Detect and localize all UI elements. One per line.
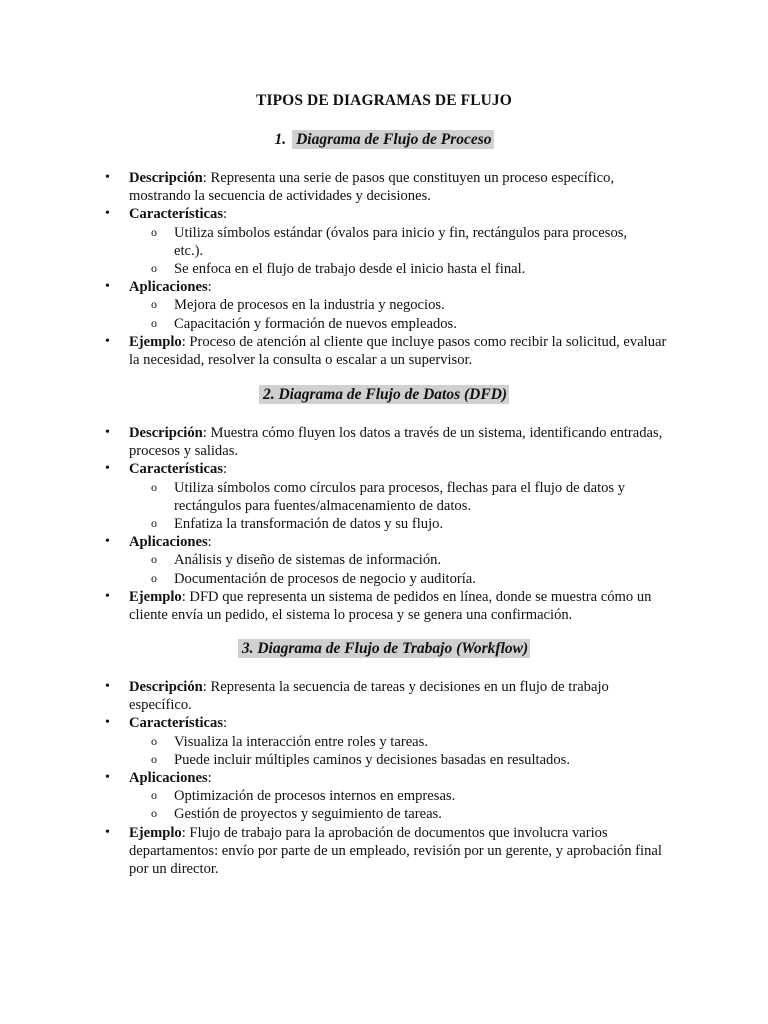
circle-bullet-icon: o [151,516,157,531]
sub-item-text: Utiliza símbolos como círculos para procesos, flechas para el flujo de datos y rectángulos para fuentes/almacenamiento de datos. [174,479,626,514]
text-ejemplo: : Proceso de atención al cliente que incluye pasos como recibir la solicitud, evaluar la necesidad, resolver la consulta o escalar a un supervisor. [129,333,667,369]
sub-list-item [0,296,768,314]
list-item-caracteristicas [0,460,768,478]
text-ejemplo: : DFD que representa un sistema de pedidos en línea, donde se muestra cómo un cliente envía un pedido, el sistema lo procesa y se genera una confirmación. [129,588,652,624]
colon: : [223,461,228,478]
label-descripcion: Descripción [129,425,203,441]
circle-bullet-icon: o [151,552,157,567]
sub-list-item [0,479,768,515]
label-ejemplo: Ejemplo [129,333,182,350]
label-aplicaciones: Aplicaciones [129,534,208,551]
section-heading-text: 3. Diagrama de Flujo de Trabajo (Workflow) [238,639,530,658]
bullet-icon: • [105,679,110,694]
label-aplicaciones: Aplicaciones [129,279,208,296]
list-item-ejemplo [0,588,768,624]
list-item-descripcion [0,424,768,460]
sub-list-item [0,733,768,751]
bullet-icon: • [105,206,110,222]
label-descripcion: Descripción [129,170,203,186]
list-item-descripcion [0,169,768,205]
circle-bullet-icon: o [151,261,157,276]
sub-item-text: Se enfoca en el flujo de trabajo desde el inicio hasta el final. [174,261,526,278]
list-item-ejemplo [0,824,768,879]
bullet-icon: • [105,170,110,185]
sub-list-item [0,787,768,805]
sub-item-text: Análisis y diseño de sistemas de información. [174,552,442,569]
sub-item-text: Documentación de procesos de negocio y auditoría. [174,570,476,587]
section-1-list [0,169,768,369]
label-descripcion: Descripción [129,679,203,695]
sub-item-text: Visualiza la interacción entre roles y tareas. [174,733,428,750]
list-item-caracteristicas [0,205,768,223]
document-title: TIPOS DE DIAGRAMAS DE FLUJO [256,92,512,109]
circle-bullet-icon: o [151,479,157,494]
sub-list-item [0,515,768,533]
section-heading-1 [0,130,768,150]
label-caracteristicas: Características [129,461,224,478]
bullet-icon: • [105,461,110,477]
list-item-caracteristicas [0,714,768,732]
circle-bullet-icon: o [151,297,157,312]
bullet-icon: • [105,333,110,349]
label-aplicaciones: Aplicaciones [129,770,208,787]
section-2-list [0,424,768,624]
label-caracteristicas: Características [129,206,224,223]
colon: : [207,534,212,551]
bullet-icon: • [105,715,110,731]
circle-bullet-icon: o [151,315,157,330]
list-item-ejemplo [0,333,768,369]
section-heading-3 [0,639,768,659]
bullet-icon: • [105,770,110,786]
sub-list-item [0,260,768,278]
circle-bullet-icon: o [151,570,157,585]
sub-list-item [0,315,768,333]
sub-item-text: Enfatiza la transformación de datos y su flujo. [174,516,444,533]
bullet-icon: • [105,588,110,604]
label-caracteristicas: Características [129,715,224,732]
sub-list-item [0,551,768,569]
circle-bullet-icon: o [151,733,157,748]
sub-item-text: Capacitación y formación de nuevos empleados. [174,315,457,332]
circle-bullet-icon: o [151,224,157,239]
circle-bullet-icon: o [151,806,157,821]
sub-item-text: Optimización de procesos internos en empresas. [174,788,456,805]
bullet-icon: • [105,824,110,840]
circle-bullet-icon: o [151,751,157,766]
bullet-icon: • [105,425,110,440]
sub-item-text: Puede incluir múltiples caminos y decisiones basadas en resultados. [174,751,570,768]
section-3-list [0,678,768,878]
section-number: 1. [274,131,287,148]
bullet-icon: • [105,279,110,295]
text-descripcion: : Representa una serie de pasos que constituyen un proceso específico, mostrando la secuencia de actividades y decisiones. [129,170,615,205]
text-descripcion: : Representa la secuencia de tareas y decisiones en un flujo de trabajo específico. [129,679,609,714]
colon: : [223,206,228,223]
colon: : [223,715,228,732]
section-heading-text: Diagrama de Flujo de Proceso [292,130,493,149]
section-heading-2 [0,385,768,405]
sub-item-text: Utiliza símbolos estándar (óvalos para inicio y fin, rectángulos para procesos, etc.). [174,224,628,259]
sub-list-item [0,570,768,588]
text-descripcion: : Muestra cómo fluyen los datos a través de un sistema, identificando entradas, procesos y salidas. [129,425,663,460]
colon: : [207,279,212,296]
text-ejemplo: : Flujo de trabajo para la aprobación de documentos que involucra varios departamentos: envío por parte de un empleado, revisión por un gerente, y aprobación final por un director. [129,824,662,878]
section-heading-text: 2. Diagrama de Flujo de Datos (DFD) [259,385,509,404]
bullet-icon: • [105,534,110,550]
colon: : [207,770,212,787]
sub-list-item [0,805,768,823]
label-ejemplo: Ejemplo [129,588,182,605]
sub-item-text: Mejora de procesos en la industria y negocios. [174,297,445,314]
list-item-aplicaciones [0,278,768,296]
sub-item-text: Gestión de proyectos y seguimiento de tareas. [174,806,442,823]
list-item-aplicaciones [0,769,768,787]
label-ejemplo: Ejemplo [129,824,182,841]
sub-list-item [0,224,768,260]
list-item-aplicaciones [0,533,768,551]
list-item-descripcion [0,678,768,714]
sub-list-item [0,751,768,769]
circle-bullet-icon: o [151,788,157,803]
